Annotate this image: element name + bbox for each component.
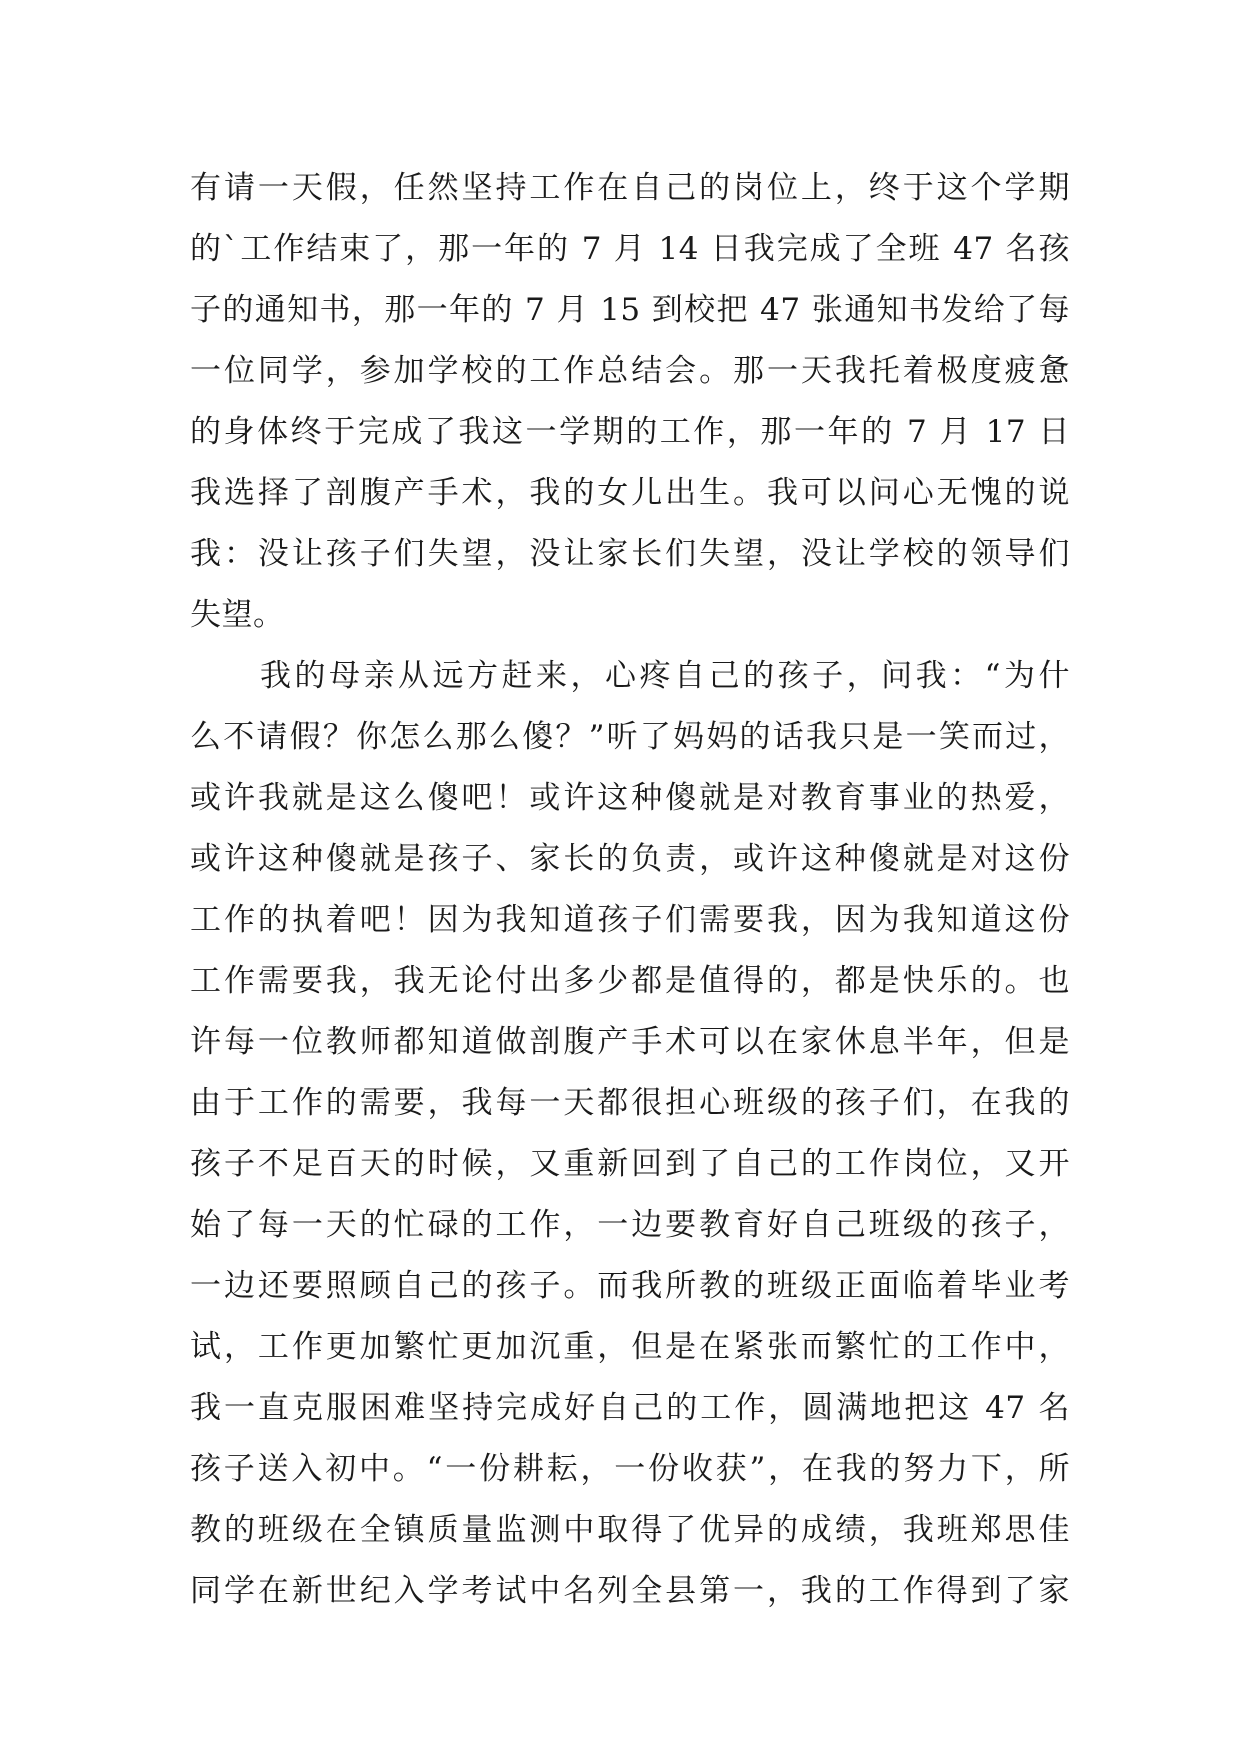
text-line: 孩子送入初中。“一份耕耘，一份收获”，在我的努力下，所 (190, 1451, 1070, 1487)
paragraph-1 (190, 158, 1070, 646)
text-line: 工作的执着吧！因为我知道孩子们需要我，因为我知道这份 (190, 902, 1070, 938)
text-line: 教的班级在全镇质量监测中取得了优异的成绩，我班郑思佳 (190, 1512, 1070, 1548)
text-line: 失望。 (190, 597, 285, 633)
text-line: 或许这种傻就是孩子、家长的负责，或许这种傻就是对这份 (190, 841, 1070, 877)
body-text (190, 158, 1070, 1622)
text-line: 由于工作的需要，我每一天都很担心班级的孩子们，在我的 (190, 1085, 1070, 1121)
text-line: 我选择了剖腹产手术，我的女儿出生。我可以问心无愧的说 (190, 475, 1070, 511)
text-line: 或许我就是这么傻吧！或许这种傻就是对教育事业的热爱， (190, 780, 1070, 816)
text-line: 试，工作更加繁忙更加沉重，但是在紧张而繁忙的工作中， (190, 1329, 1070, 1365)
text-line: 么不请假？你怎么那么傻？”听了妈妈的话我只是一笑而过， (190, 719, 1070, 755)
text-line: 一边还要照顾自己的孩子。而我所教的班级正面临着毕业考 (190, 1268, 1070, 1304)
text-line: 工作需要我，我无论付出多少都是值得的，都是快乐的。也 (190, 963, 1070, 999)
text-line: 我一直克服困难坚持完成好自己的工作，圆满地把这 47 名 (190, 1390, 1070, 1426)
text-line: 的身体终于完成了我这一学期的工作，那一年的 7 月 17 日 (190, 414, 1070, 450)
text-line: 我的母亲从远方赶来，心疼自己的孩子，问我：“为什 (260, 658, 1070, 694)
text-line: 的`工作结束了，那一年的 7 月 14 日我完成了全班 47 名孩 (190, 231, 1070, 267)
text-line: 许每一位教师都知道做剖腹产手术可以在家休息半年，但是 (190, 1024, 1070, 1060)
text-line: 始了每一天的忙碌的工作，一边要教育好自己班级的孩子， (190, 1207, 1070, 1243)
text-line: 子的通知书，那一年的 7 月 15 到校把 47 张通知书发给了每 (190, 292, 1070, 328)
paragraph-2 (190, 646, 1070, 1622)
text-line: 一位同学，参加学校的工作总结会。那一天我托着极度疲惫 (190, 353, 1070, 389)
text-line: 同学在新世纪入学考试中名列全县第一，我的工作得到了家 (190, 1573, 1070, 1609)
text-line: 孩子不足百天的时候，又重新回到了自己的工作岗位，又开 (190, 1146, 1070, 1182)
text-line: 我：没让孩子们失望，没让家长们失望，没让学校的领导们 (190, 536, 1070, 572)
text-line: 有请一天假，任然坚持工作在自己的岗位上，终于这个学期 (190, 170, 1070, 206)
